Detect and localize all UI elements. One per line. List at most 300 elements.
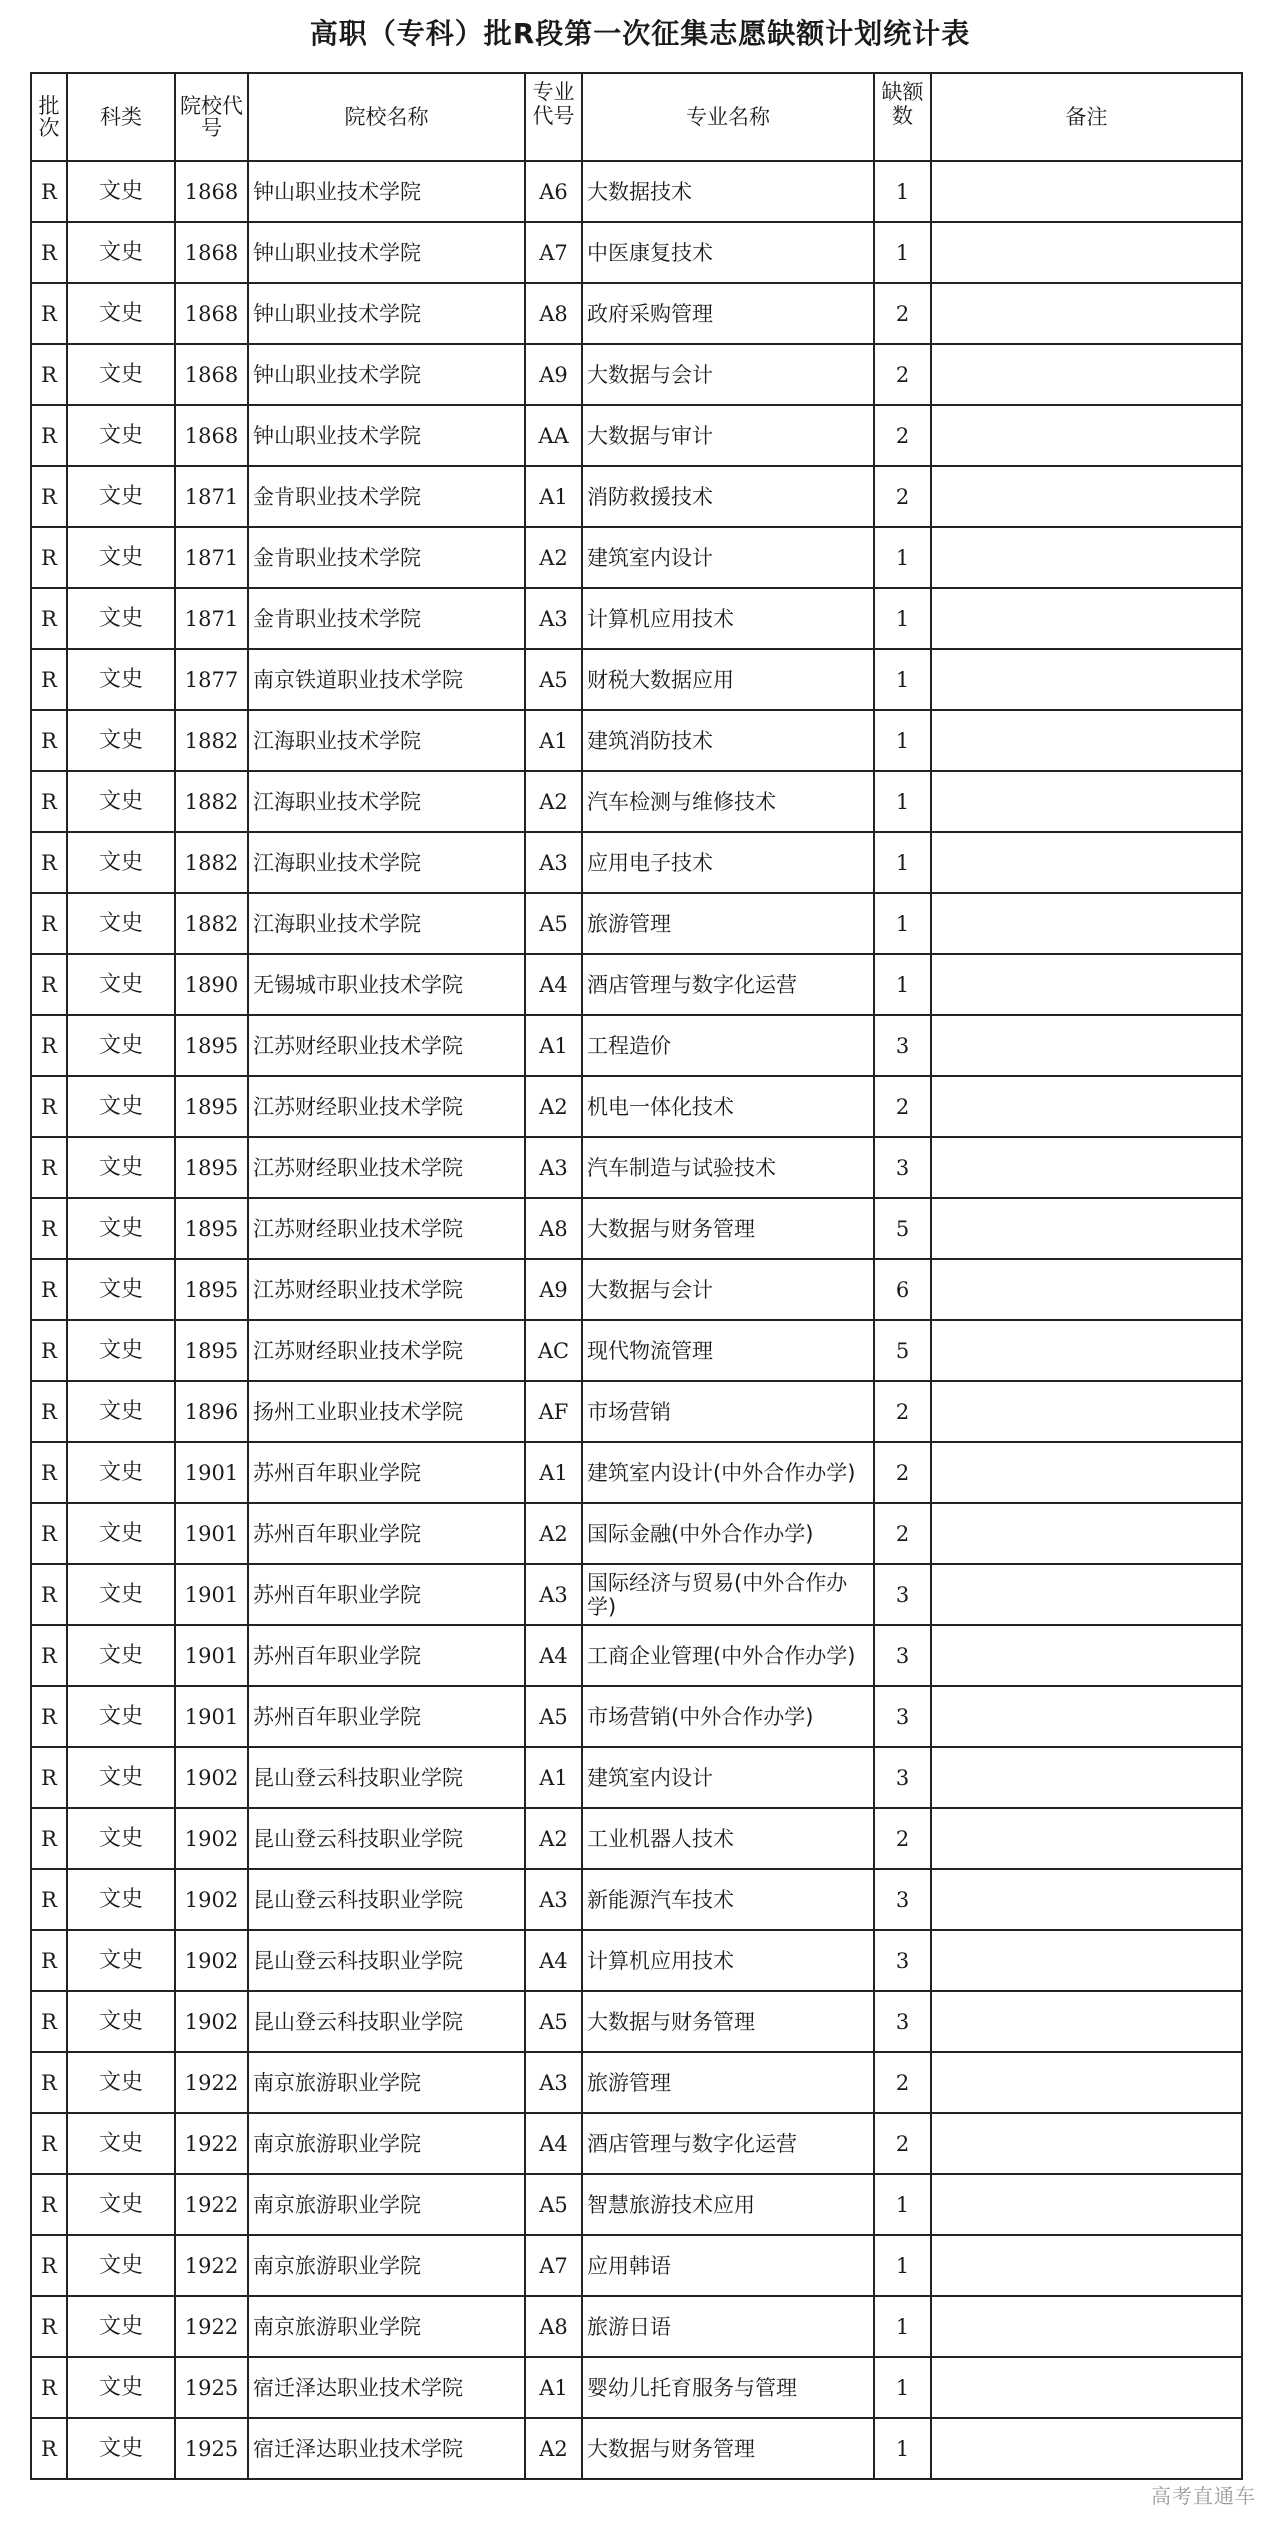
cell-subject: 文史 bbox=[67, 1137, 175, 1198]
cell-subject: 文史 bbox=[67, 1076, 175, 1137]
cell-count: 2 bbox=[874, 344, 931, 405]
cell-subject: 文史 bbox=[67, 1503, 175, 1564]
cell-subject: 文史 bbox=[67, 2418, 175, 2479]
cell-batch: R bbox=[31, 2174, 67, 2235]
cell-remark bbox=[931, 588, 1242, 649]
cell-count: 6 bbox=[874, 1259, 931, 1320]
cell-subject: 文史 bbox=[67, 2296, 175, 2357]
cell-remark bbox=[931, 405, 1242, 466]
cell-batch: R bbox=[31, 1137, 67, 1198]
cell-remark bbox=[931, 466, 1242, 527]
cell-remark bbox=[931, 771, 1242, 832]
cell-major-code: A4 bbox=[525, 1625, 582, 1686]
cell-count: 2 bbox=[874, 2113, 931, 2174]
cell-batch: R bbox=[31, 1808, 67, 1869]
cell-remark bbox=[931, 1259, 1242, 1320]
cell-school-name: 江海职业技术学院 bbox=[248, 893, 525, 954]
cell-major-name: 建筑室内设计(中外合作办学) bbox=[582, 1442, 874, 1503]
cell-school-code: 1901 bbox=[175, 1564, 248, 1625]
cell-major-name: 工业机器人技术 bbox=[582, 1808, 874, 1869]
cell-major-code: A2 bbox=[525, 2418, 582, 2479]
cell-school-code: 1902 bbox=[175, 1991, 248, 2052]
header-count: 缺额数 bbox=[874, 73, 931, 161]
cell-major-code: A5 bbox=[525, 1686, 582, 1747]
cell-school-name: 江苏财经职业技术学院 bbox=[248, 1015, 525, 1076]
cell-major-name: 财税大数据应用 bbox=[582, 649, 874, 710]
cell-school-code: 1895 bbox=[175, 1076, 248, 1137]
cell-batch: R bbox=[31, 1259, 67, 1320]
cell-school-code: 1902 bbox=[175, 1808, 248, 1869]
cell-batch: R bbox=[31, 2296, 67, 2357]
cell-major-name: 建筑室内设计 bbox=[582, 1747, 874, 1808]
cell-count: 1 bbox=[874, 771, 931, 832]
cell-major-name: 建筑消防技术 bbox=[582, 710, 874, 771]
cell-major-code: A1 bbox=[525, 1442, 582, 1503]
cell-batch: R bbox=[31, 2418, 67, 2479]
cell-school-name: 南京旅游职业学院 bbox=[248, 2052, 525, 2113]
cell-batch: R bbox=[31, 1442, 67, 1503]
cell-count: 3 bbox=[874, 1747, 931, 1808]
cell-remark bbox=[931, 2235, 1242, 2296]
table-header-row bbox=[31, 73, 1242, 161]
cell-subject: 文史 bbox=[67, 954, 175, 1015]
table-row bbox=[31, 2113, 1242, 2174]
cell-school-code: 1922 bbox=[175, 2174, 248, 2235]
cell-school-code: 1890 bbox=[175, 954, 248, 1015]
cell-major-code: A3 bbox=[525, 1869, 582, 1930]
table-row bbox=[31, 2418, 1242, 2479]
cell-major-name: 工商企业管理(中外合作办学) bbox=[582, 1625, 874, 1686]
cell-subject: 文史 bbox=[67, 893, 175, 954]
cell-school-code: 1871 bbox=[175, 466, 248, 527]
table-row bbox=[31, 1625, 1242, 1686]
cell-subject: 文史 bbox=[67, 1869, 175, 1930]
table-row bbox=[31, 893, 1242, 954]
cell-school-name: 昆山登云科技职业学院 bbox=[248, 1808, 525, 1869]
cell-major-code: A4 bbox=[525, 2113, 582, 2174]
cell-remark bbox=[931, 161, 1242, 222]
cell-subject: 文史 bbox=[67, 222, 175, 283]
cell-major-code: A7 bbox=[525, 222, 582, 283]
cell-school-name: 昆山登云科技职业学院 bbox=[248, 1991, 525, 2052]
cell-count: 1 bbox=[874, 710, 931, 771]
cell-school-name: 金肯职业技术学院 bbox=[248, 588, 525, 649]
cell-major-code: A3 bbox=[525, 832, 582, 893]
cell-count: 3 bbox=[874, 1686, 931, 1747]
cell-count: 3 bbox=[874, 1137, 931, 1198]
cell-school-name: 江海职业技术学院 bbox=[248, 710, 525, 771]
cell-major-name: 政府采购管理 bbox=[582, 283, 874, 344]
cell-remark bbox=[931, 1076, 1242, 1137]
cell-major-name: 智慧旅游技术应用 bbox=[582, 2174, 874, 2235]
cell-remark bbox=[931, 954, 1242, 1015]
table-row bbox=[31, 2296, 1242, 2357]
table-row bbox=[31, 1991, 1242, 2052]
cell-major-name: 婴幼儿托育服务与管理 bbox=[582, 2357, 874, 2418]
cell-school-code: 1925 bbox=[175, 2418, 248, 2479]
cell-count: 1 bbox=[874, 588, 931, 649]
header-batch: 批次 bbox=[31, 73, 67, 161]
cell-subject: 文史 bbox=[67, 1015, 175, 1076]
cell-batch: R bbox=[31, 893, 67, 954]
cell-count: 2 bbox=[874, 1808, 931, 1869]
table-row bbox=[31, 405, 1242, 466]
cell-major-name: 国际金融(中外合作办学) bbox=[582, 1503, 874, 1564]
cell-remark bbox=[931, 2052, 1242, 2113]
table-row bbox=[31, 649, 1242, 710]
table-row bbox=[31, 771, 1242, 832]
cell-school-name: 南京旅游职业学院 bbox=[248, 2113, 525, 2174]
cell-count: 3 bbox=[874, 1015, 931, 1076]
cell-count: 2 bbox=[874, 283, 931, 344]
table-row bbox=[31, 1076, 1242, 1137]
table-row bbox=[31, 1259, 1242, 1320]
cell-count: 2 bbox=[874, 1381, 931, 1442]
cell-major-name: 汽车制造与试验技术 bbox=[582, 1137, 874, 1198]
table-row bbox=[31, 2235, 1242, 2296]
cell-school-code: 1895 bbox=[175, 1259, 248, 1320]
cell-subject: 文史 bbox=[67, 527, 175, 588]
cell-count: 1 bbox=[874, 893, 931, 954]
cell-remark bbox=[931, 1137, 1242, 1198]
cell-school-code: 1925 bbox=[175, 2357, 248, 2418]
cell-major-code: AC bbox=[525, 1320, 582, 1381]
cell-subject: 文史 bbox=[67, 2174, 175, 2235]
cell-remark bbox=[931, 527, 1242, 588]
cell-school-name: 江苏财经职业技术学院 bbox=[248, 1198, 525, 1259]
cell-remark bbox=[931, 710, 1242, 771]
cell-school-name: 江海职业技术学院 bbox=[248, 771, 525, 832]
cell-major-name: 建筑室内设计 bbox=[582, 527, 874, 588]
cell-remark bbox=[931, 344, 1242, 405]
header-major-name: 专业名称 bbox=[582, 73, 874, 161]
cell-major-name: 消防救援技术 bbox=[582, 466, 874, 527]
cell-remark bbox=[931, 222, 1242, 283]
cell-school-code: 1868 bbox=[175, 222, 248, 283]
table-row bbox=[31, 283, 1242, 344]
cell-remark bbox=[931, 1808, 1242, 1869]
cell-remark bbox=[931, 1686, 1242, 1747]
cell-remark bbox=[931, 893, 1242, 954]
cell-major-code: A2 bbox=[525, 527, 582, 588]
table-row bbox=[31, 527, 1242, 588]
cell-major-code: A7 bbox=[525, 2235, 582, 2296]
cell-major-name: 应用电子技术 bbox=[582, 832, 874, 893]
cell-batch: R bbox=[31, 771, 67, 832]
cell-batch: R bbox=[31, 222, 67, 283]
cell-remark bbox=[931, 1930, 1242, 1991]
cell-remark bbox=[931, 283, 1242, 344]
cell-major-name: 旅游管理 bbox=[582, 2052, 874, 2113]
cell-remark bbox=[931, 2418, 1242, 2479]
cell-count: 1 bbox=[874, 2357, 931, 2418]
cell-batch: R bbox=[31, 344, 67, 405]
cell-batch: R bbox=[31, 466, 67, 527]
cell-school-name: 昆山登云科技职业学院 bbox=[248, 1747, 525, 1808]
cell-major-name: 中医康复技术 bbox=[582, 222, 874, 283]
cell-major-code: A2 bbox=[525, 771, 582, 832]
cell-batch: R bbox=[31, 954, 67, 1015]
table-row bbox=[31, 1808, 1242, 1869]
cell-count: 1 bbox=[874, 649, 931, 710]
cell-school-name: 苏州百年职业学院 bbox=[248, 1625, 525, 1686]
table-row bbox=[31, 1198, 1242, 1259]
cell-school-code: 1895 bbox=[175, 1137, 248, 1198]
cell-remark bbox=[931, 1381, 1242, 1442]
header-school-name: 院校名称 bbox=[248, 73, 525, 161]
cell-major-name: 市场营销(中外合作办学) bbox=[582, 1686, 874, 1747]
cell-major-name: 现代物流管理 bbox=[582, 1320, 874, 1381]
table-row bbox=[31, 2174, 1242, 2235]
cell-school-name: 江苏财经职业技术学院 bbox=[248, 1259, 525, 1320]
cell-subject: 文史 bbox=[67, 2357, 175, 2418]
cell-batch: R bbox=[31, 283, 67, 344]
cell-major-name: 计算机应用技术 bbox=[582, 588, 874, 649]
cell-major-name: 国际经济与贸易(中外合作办学) bbox=[582, 1564, 874, 1625]
cell-batch: R bbox=[31, 405, 67, 466]
cell-count: 2 bbox=[874, 1076, 931, 1137]
cell-count: 1 bbox=[874, 2418, 931, 2479]
cell-subject: 文史 bbox=[67, 405, 175, 466]
quota-table bbox=[30, 72, 1243, 2480]
cell-school-name: 昆山登云科技职业学院 bbox=[248, 1930, 525, 1991]
cell-major-name: 旅游日语 bbox=[582, 2296, 874, 2357]
cell-subject: 文史 bbox=[67, 1442, 175, 1503]
cell-school-code: 1902 bbox=[175, 1747, 248, 1808]
cell-major-name: 大数据技术 bbox=[582, 161, 874, 222]
cell-subject: 文史 bbox=[67, 1686, 175, 1747]
cell-major-code: A6 bbox=[525, 161, 582, 222]
table-row bbox=[31, 1381, 1242, 1442]
cell-batch: R bbox=[31, 1381, 67, 1442]
cell-school-name: 江苏财经职业技术学院 bbox=[248, 1137, 525, 1198]
cell-school-name: 江苏财经职业技术学院 bbox=[248, 1320, 525, 1381]
cell-batch: R bbox=[31, 1930, 67, 1991]
cell-major-code: A2 bbox=[525, 1503, 582, 1564]
cell-remark bbox=[931, 832, 1242, 893]
cell-major-code: AF bbox=[525, 1381, 582, 1442]
cell-school-code: 1901 bbox=[175, 1442, 248, 1503]
cell-school-code: 1882 bbox=[175, 710, 248, 771]
cell-batch: R bbox=[31, 710, 67, 771]
cell-count: 1 bbox=[874, 222, 931, 283]
cell-school-name: 钟山职业技术学院 bbox=[248, 161, 525, 222]
cell-batch: R bbox=[31, 1991, 67, 2052]
cell-major-name: 机电一体化技术 bbox=[582, 1076, 874, 1137]
cell-batch: R bbox=[31, 1747, 67, 1808]
cell-count: 2 bbox=[874, 1442, 931, 1503]
cell-batch: R bbox=[31, 2235, 67, 2296]
cell-remark bbox=[931, 1625, 1242, 1686]
cell-school-code: 1895 bbox=[175, 1015, 248, 1076]
cell-subject: 文史 bbox=[67, 1259, 175, 1320]
cell-school-name: 南京旅游职业学院 bbox=[248, 2174, 525, 2235]
cell-major-name: 新能源汽车技术 bbox=[582, 1869, 874, 1930]
cell-major-code: A8 bbox=[525, 1198, 582, 1259]
cell-remark bbox=[931, 2174, 1242, 2235]
cell-school-code: 1868 bbox=[175, 283, 248, 344]
cell-subject: 文史 bbox=[67, 1808, 175, 1869]
cell-remark bbox=[931, 1747, 1242, 1808]
cell-major-name: 酒店管理与数字化运营 bbox=[582, 2113, 874, 2174]
table-row bbox=[31, 1137, 1242, 1198]
cell-major-code: A1 bbox=[525, 466, 582, 527]
cell-major-code: A3 bbox=[525, 1564, 582, 1625]
cell-batch: R bbox=[31, 1320, 67, 1381]
cell-school-name: 南京旅游职业学院 bbox=[248, 2235, 525, 2296]
header-major-code: 专业代号 bbox=[525, 73, 582, 161]
watermark-text: 高考直通车 bbox=[1151, 2484, 1256, 2508]
cell-school-code: 1902 bbox=[175, 1869, 248, 1930]
cell-major-name: 旅游管理 bbox=[582, 893, 874, 954]
cell-school-name: 苏州百年职业学院 bbox=[248, 1503, 525, 1564]
cell-school-code: 1882 bbox=[175, 893, 248, 954]
cell-subject: 文史 bbox=[67, 1991, 175, 2052]
cell-school-code: 1922 bbox=[175, 2113, 248, 2174]
cell-major-code: A9 bbox=[525, 1259, 582, 1320]
cell-major-name: 大数据与财务管理 bbox=[582, 2418, 874, 2479]
cell-subject: 文史 bbox=[67, 1930, 175, 1991]
cell-major-code: A2 bbox=[525, 1808, 582, 1869]
cell-school-code: 1922 bbox=[175, 2052, 248, 2113]
cell-school-name: 钟山职业技术学院 bbox=[248, 222, 525, 283]
cell-major-name: 汽车检测与维修技术 bbox=[582, 771, 874, 832]
cell-school-code: 1868 bbox=[175, 405, 248, 466]
cell-subject: 文史 bbox=[67, 466, 175, 527]
cell-major-code: A1 bbox=[525, 710, 582, 771]
cell-school-name: 南京铁道职业技术学院 bbox=[248, 649, 525, 710]
table-row bbox=[31, 1747, 1242, 1808]
cell-major-code: A1 bbox=[525, 1015, 582, 1076]
cell-major-name: 工程造价 bbox=[582, 1015, 874, 1076]
cell-subject: 文史 bbox=[67, 1198, 175, 1259]
cell-remark bbox=[931, 2296, 1242, 2357]
cell-count: 2 bbox=[874, 2052, 931, 2113]
cell-major-name: 市场营销 bbox=[582, 1381, 874, 1442]
cell-school-name: 苏州百年职业学院 bbox=[248, 1564, 525, 1625]
cell-major-code: A5 bbox=[525, 649, 582, 710]
cell-school-name: 无锡城市职业技术学院 bbox=[248, 954, 525, 1015]
cell-school-code: 1871 bbox=[175, 527, 248, 588]
cell-school-code: 1896 bbox=[175, 1381, 248, 1442]
cell-subject: 文史 bbox=[67, 1320, 175, 1381]
header-school-code: 院校代号 bbox=[175, 73, 248, 161]
cell-school-name: 苏州百年职业学院 bbox=[248, 1442, 525, 1503]
cell-school-name: 钟山职业技术学院 bbox=[248, 344, 525, 405]
cell-remark bbox=[931, 2113, 1242, 2174]
cell-subject: 文史 bbox=[67, 649, 175, 710]
cell-subject: 文史 bbox=[67, 2235, 175, 2296]
cell-school-name: 钟山职业技术学院 bbox=[248, 283, 525, 344]
cell-school-name: 钟山职业技术学院 bbox=[248, 405, 525, 466]
cell-school-name: 南京旅游职业学院 bbox=[248, 2296, 525, 2357]
cell-school-code: 1902 bbox=[175, 1930, 248, 1991]
cell-school-code: 1868 bbox=[175, 344, 248, 405]
cell-count: 3 bbox=[874, 1991, 931, 2052]
cell-remark bbox=[931, 649, 1242, 710]
cell-remark bbox=[931, 1991, 1242, 2052]
header-subject: 科类 bbox=[67, 73, 175, 161]
table-row bbox=[31, 832, 1242, 893]
table-row bbox=[31, 954, 1242, 1015]
cell-school-code: 1895 bbox=[175, 1198, 248, 1259]
cell-count: 3 bbox=[874, 1625, 931, 1686]
cell-batch: R bbox=[31, 588, 67, 649]
cell-subject: 文史 bbox=[67, 832, 175, 893]
cell-subject: 文史 bbox=[67, 344, 175, 405]
cell-batch: R bbox=[31, 1686, 67, 1747]
cell-school-code: 1882 bbox=[175, 832, 248, 893]
cell-major-name: 酒店管理与数字化运营 bbox=[582, 954, 874, 1015]
table-row bbox=[31, 1442, 1242, 1503]
cell-batch: R bbox=[31, 832, 67, 893]
cell-count: 2 bbox=[874, 1503, 931, 1564]
cell-major-code: A4 bbox=[525, 954, 582, 1015]
cell-school-name: 宿迁泽达职业技术学院 bbox=[248, 2418, 525, 2479]
table-row bbox=[31, 222, 1242, 283]
cell-batch: R bbox=[31, 1625, 67, 1686]
cell-school-name: 江海职业技术学院 bbox=[248, 832, 525, 893]
cell-school-code: 1868 bbox=[175, 161, 248, 222]
cell-school-code: 1895 bbox=[175, 1320, 248, 1381]
cell-major-name: 大数据与会计 bbox=[582, 344, 874, 405]
cell-count: 1 bbox=[874, 832, 931, 893]
table-row bbox=[31, 588, 1242, 649]
table-body bbox=[31, 161, 1242, 2479]
cell-subject: 文史 bbox=[67, 161, 175, 222]
cell-remark bbox=[931, 1442, 1242, 1503]
table-row bbox=[31, 344, 1242, 405]
cell-major-code: A3 bbox=[525, 1137, 582, 1198]
cell-major-name: 大数据与财务管理 bbox=[582, 1991, 874, 2052]
cell-count: 3 bbox=[874, 1564, 931, 1625]
cell-school-code: 1877 bbox=[175, 649, 248, 710]
cell-batch: R bbox=[31, 1076, 67, 1137]
table-row bbox=[31, 1503, 1242, 1564]
cell-subject: 文史 bbox=[67, 1747, 175, 1808]
cell-batch: R bbox=[31, 161, 67, 222]
cell-batch: R bbox=[31, 649, 67, 710]
cell-batch: R bbox=[31, 1869, 67, 1930]
cell-major-name: 计算机应用技术 bbox=[582, 1930, 874, 1991]
cell-batch: R bbox=[31, 1198, 67, 1259]
table-row bbox=[31, 1869, 1242, 1930]
cell-count: 2 bbox=[874, 405, 931, 466]
cell-subject: 文史 bbox=[67, 1381, 175, 1442]
table-row bbox=[31, 1564, 1242, 1625]
cell-school-code: 1871 bbox=[175, 588, 248, 649]
cell-major-code: A9 bbox=[525, 344, 582, 405]
cell-school-code: 1901 bbox=[175, 1625, 248, 1686]
cell-subject: 文史 bbox=[67, 2052, 175, 2113]
cell-major-code: A2 bbox=[525, 1076, 582, 1137]
cell-batch: R bbox=[31, 2357, 67, 2418]
page-title: 高职（专科）批R段第一次征集志愿缺额计划统计表 bbox=[309, 17, 971, 50]
cell-remark bbox=[931, 1869, 1242, 1930]
cell-subject: 文史 bbox=[67, 283, 175, 344]
cell-subject: 文史 bbox=[67, 710, 175, 771]
cell-count: 3 bbox=[874, 1869, 931, 1930]
cell-school-code: 1882 bbox=[175, 771, 248, 832]
header-remark: 备注 bbox=[931, 73, 1242, 161]
cell-major-code: A4 bbox=[525, 1930, 582, 1991]
table-row bbox=[31, 1686, 1242, 1747]
cell-major-code: A5 bbox=[525, 2174, 582, 2235]
cell-count: 1 bbox=[874, 2174, 931, 2235]
cell-major-name: 大数据与财务管理 bbox=[582, 1198, 874, 1259]
cell-remark bbox=[931, 1015, 1242, 1076]
cell-batch: R bbox=[31, 527, 67, 588]
